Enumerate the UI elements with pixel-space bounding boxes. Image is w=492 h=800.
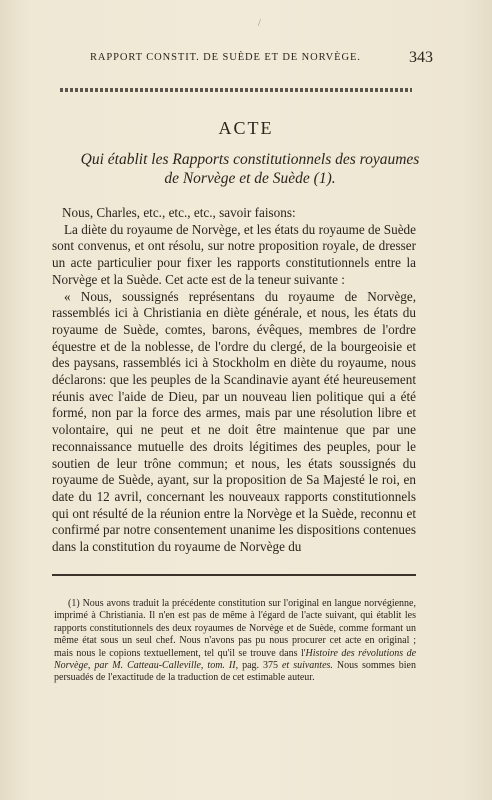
- footnote: [54, 598, 416, 685]
- footnote-text-2: , pag. 375: [235, 660, 282, 672]
- running-head: RAPPORT CONSTIT. DE SUÈDE ET DE NORVÈGE.: [90, 52, 361, 63]
- footnote-paragraph: [54, 598, 416, 685]
- footnote-text-1: (1) Nous avons traduit la précédente constitution sur l'original en langue norvégienne, imprimé à Christiania. Il n'en est pas de même à l'égard de l'acte suivant, qui établit les rapports constitutionnels des deux royaumes de Norvège et de Suède, comme formant un même état sous un seul chef. Nous n'avons pas pu nous procurer cet acte en original ; mais nous le copions textuellement, tel qu'il se trouve dans l': [54, 598, 416, 659]
- paragraph-opening: Nous, Charles, etc., etc., etc., savoir faisons:: [62, 205, 296, 220]
- footnote-citation-pages: et suivantes.: [281, 660, 333, 672]
- document-subtitle: [40, 150, 460, 188]
- footnote-separator: [52, 574, 416, 576]
- document-title: ACTE: [218, 118, 274, 138]
- paragraph-declaration: « Nous, soussignés représentans du royaume de Norvège, rassemblés ici à Christiania en diète générale, et nous, les états du royaume de Suède, comtes, barons, évêques, membres de l'ordre équestre et de la noblesse, de l'ordre du clergé, de la bourgeoisie et des paysans, rassemblés ici à Stockholm en diète du royaume, nous déclarons: que les peuples de la Scandinavie ayant été heureusement réunis avec l'aide de Dieu, par un nouveau lien politique qui a été formé, non par la force des armes, mais par une résolution libre et volontaire, qui ne peut et ne doit être maintenue que par une reconnaissance mutuelle des droits légitimes des peuples, pour le soutien de leur trône commun; et nous, les états soussignés du royaume de Suède, ayant, sur la proposition de Sa Majesté le roi, en date du 12 avril, concernant les nouveaux rapports constitutionnels qui ont résulté de la réunion entre la Norvège et la Suède, reconnu et confirmé par notre consentement unanime les dispositions contenues dans la constitution du royaume de Norvège du: [52, 288, 416, 555]
- subtitle-line-1: Qui établit les Rapports constitutionnels des royaumes: [80, 151, 420, 168]
- ornamental-rule: [60, 88, 412, 92]
- page-mark: /: [258, 18, 261, 29]
- body-text: [52, 205, 416, 556]
- subtitle-line-2: de Norvège et de Suède (1).: [164, 170, 336, 187]
- page-number: 343: [409, 49, 433, 66]
- footnote-citation-title: Histoire des révolutions de Norvège, par M. Catteau-Calleville, tom. II: [54, 647, 417, 672]
- footnote-text-3: Nous sommes bien persuadés de l'exactitude de la traduction de cet estimable auteur.: [54, 660, 416, 684]
- paragraph-preamble: La diète du royaume de Norvège, et les états du royaume de Suède sont convenus, et ont résolu, sur notre proposition royale, de dresser un acte particulier pour fixer les rapports constitutionnels entre la Norvège et la Suède. Cet acte est de la teneur suivante :: [52, 221, 416, 287]
